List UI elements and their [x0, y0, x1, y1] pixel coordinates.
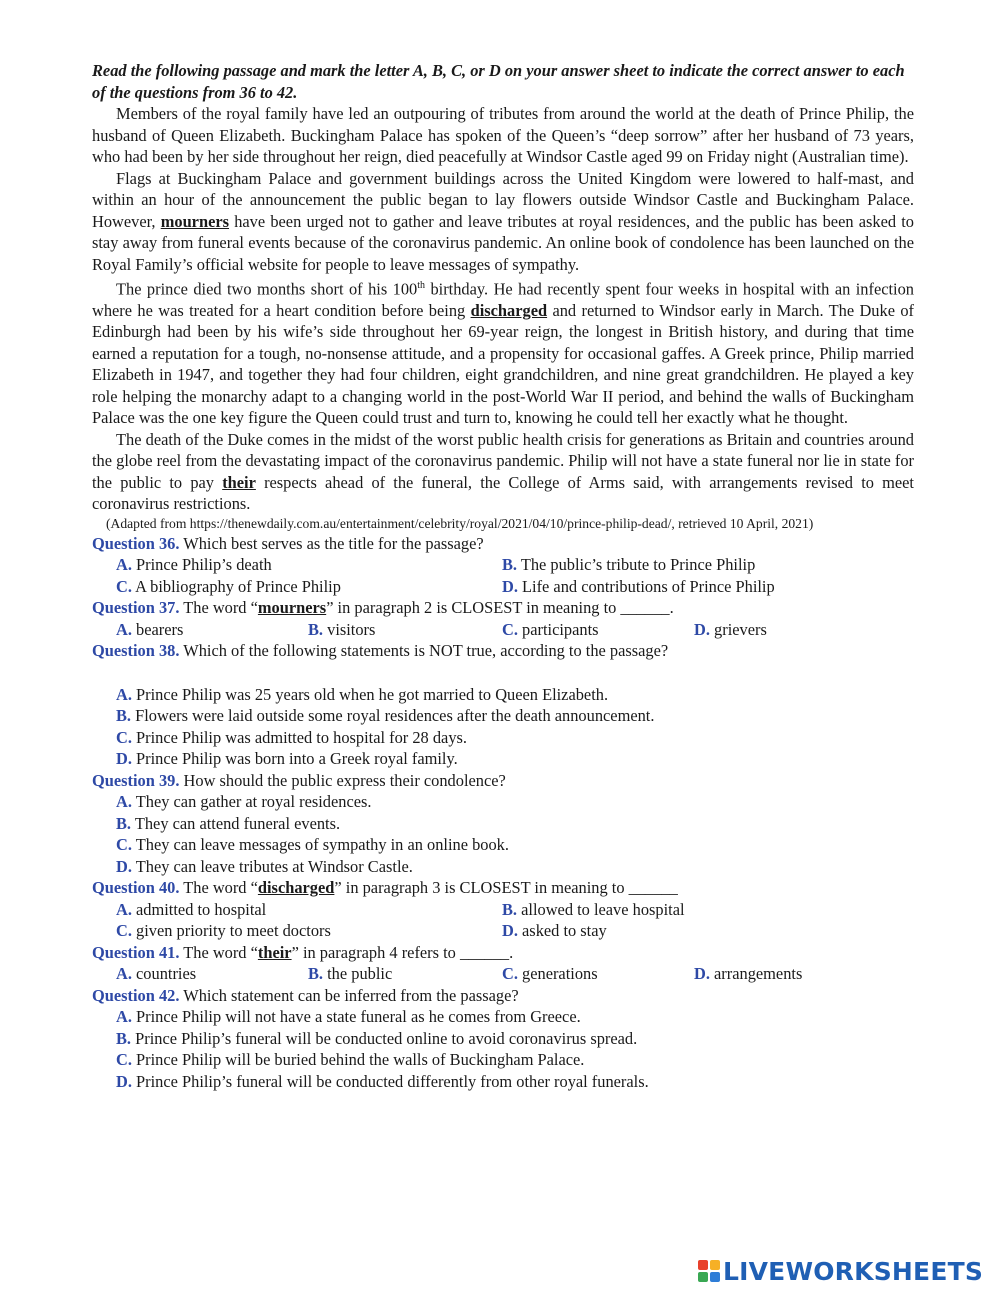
option-letter: C. [116, 921, 132, 941]
q41-option-b[interactable] [308, 963, 502, 985]
question-36-text: Which best serves as the title for the passage? [179, 533, 484, 553]
q39-option-b[interactable] [92, 813, 914, 835]
q41-option-a[interactable] [116, 963, 308, 985]
option-text: Prince Philip’s funeral will be conducted online to avoid coronavirus spread. [131, 1028, 638, 1048]
question-37-text-start: The word “ [179, 598, 258, 618]
question-41-label: Question 41. [92, 942, 180, 962]
q42-option-b[interactable] [92, 1028, 914, 1050]
option-text: They can attend funeral events. [131, 813, 341, 833]
passage-paragraph-4 [92, 429, 914, 515]
option-text: A bibliography of Prince Philip [131, 576, 341, 596]
question-40-options-row-2 [92, 920, 914, 942]
q36-option-c[interactable] [116, 576, 502, 598]
question-36 [92, 533, 914, 555]
q40-option-a[interactable] [116, 899, 502, 921]
question-36-options-row-1 [92, 554, 914, 576]
option-letter: D. [694, 619, 710, 639]
option-letter: D. [116, 749, 132, 769]
option-letter: C. [502, 619, 518, 639]
option-letter: B. [116, 1028, 132, 1048]
option-letter: B. [502, 555, 518, 575]
instruction-text: Read the following passage and mark the letter A, B, C, or D on your answer sheet to indicate the correct answer to each of the questions from 36 to 42. [92, 61, 905, 102]
question-40-target-word: discharged [257, 878, 335, 898]
blank-line [92, 662, 914, 684]
q38-option-d[interactable] [92, 748, 914, 770]
option-text: admitted to hospital [131, 899, 267, 919]
paragraph-3-text-start: The prince died two months short of his 100 [116, 279, 418, 299]
option-text: the public [323, 964, 393, 984]
liveworksheets-logo[interactable] [698, 1256, 983, 1286]
q40-option-c[interactable] [116, 920, 502, 942]
option-text: They can gather at royal residences. [131, 792, 372, 812]
question-37-options [92, 619, 914, 641]
question-41-target-word: their [257, 942, 292, 962]
option-text: Prince Philip was born into a Greek royal family. [131, 749, 458, 769]
option-text: grievers [709, 619, 767, 639]
option-text: asked to stay [517, 921, 607, 941]
option-text: participants [517, 619, 599, 639]
option-text: Prince Philip’s funeral will be conducted differently from other royal funerals. [131, 1071, 649, 1091]
q37-option-b[interactable] [308, 619, 502, 641]
q42-option-d[interactable] [92, 1071, 914, 1093]
question-40 [92, 877, 914, 899]
option-text: generations [517, 964, 598, 984]
logo-text: LIVEWORKSHEETS [723, 1256, 984, 1286]
paragraph-3-text-end: and returned to Windsor early in March. The Duke of Edinburgh had been by his wife’s side throughout her 69-year reign, the longest in British history, and during that time earned a reputation for a tough, no-nonsense attitude, and a propensity for occasional gaffes. A Greek prince, Philip married Elizabeth in 1947, and together they had four children, eight grandchildren, and nine great grandchildren. He played a key role helping the monarchy adapt to a changing world in the post-World War II period, and behind the walls of Buckingham Palace was the one key figure the Queen could trust and turn to, knowing he could tell her exactly what he thought. [92, 300, 914, 428]
option-letter: B. [116, 813, 132, 833]
question-41 [92, 942, 914, 964]
q42-option-c[interactable] [92, 1049, 914, 1071]
question-42 [92, 985, 914, 1007]
passage-paragraph-2 [92, 168, 914, 276]
question-40-label: Question 40. [92, 878, 180, 898]
option-letter: B. [308, 619, 324, 639]
q41-option-c[interactable] [502, 963, 694, 985]
logo-mark-square [710, 1260, 720, 1270]
question-37-target-word: mourners [257, 598, 327, 618]
option-letter: B. [502, 899, 518, 919]
option-text: The public’s tribute to Prince Philip [517, 555, 756, 575]
option-text: Flowers were laid outside some royal residences after the death announcement. [131, 706, 655, 726]
paragraph-4-text-start: The death of the Duke comes in the midst of the worst public health crisis for generations as Britain and countries around the globe reel from the devastating impact of the coronavirus pandemic. Philip will not have a state funeral nor lie in state for the public to pay [92, 429, 914, 492]
option-letter: C. [116, 576, 132, 596]
option-text: allowed to leave hospital [517, 899, 685, 919]
question-38 [92, 640, 914, 662]
question-37-label: Question 37. [92, 598, 180, 618]
question-37 [92, 597, 914, 619]
question-38-label: Question 38. [92, 641, 180, 661]
q40-option-d[interactable] [502, 920, 888, 942]
highlighted-word-their: their [222, 472, 256, 492]
option-text: Prince Philip was admitted to hospital for 28 days. [131, 727, 467, 747]
option-letter: A. [116, 899, 132, 919]
question-41-text-start: The word “ [179, 942, 258, 962]
q41-option-d[interactable] [694, 963, 802, 985]
option-text: Life and contributions of Prince Philip [517, 576, 775, 596]
highlighted-word-discharged: discharged [470, 300, 548, 320]
worksheet-page [92, 60, 914, 1092]
option-text: visitors [323, 619, 376, 639]
option-text: Prince Philip’s death [131, 555, 272, 575]
question-39-label: Question 39. [92, 770, 180, 790]
question-41-text-end: ” in paragraph 4 refers to ______. [291, 942, 514, 962]
option-text: countries [131, 964, 197, 984]
question-39-text: How should the public express their condolence? [179, 770, 506, 790]
option-letter: D. [694, 964, 710, 984]
question-42-text: Which statement can be inferred from the passage? [179, 985, 519, 1005]
option-text: Prince Philip will be buried behind the walls of Buckingham Palace. [131, 1050, 585, 1070]
liveworksheets-logo-icon [698, 1260, 720, 1282]
option-letter: D. [502, 576, 518, 596]
q38-option-b[interactable] [92, 705, 914, 727]
question-38-text: Which of the following statements is NOT true, according to the passage? [179, 641, 669, 661]
logo-mark-square [698, 1272, 708, 1282]
option-text: arrangements [709, 964, 803, 984]
q38-option-a[interactable] [92, 684, 914, 706]
q36-option-d[interactable] [502, 576, 888, 598]
option-letter: A. [116, 964, 132, 984]
option-letter: C. [116, 835, 132, 855]
question-36-label: Question 36. [92, 533, 180, 553]
option-text: Prince Philip will not have a state funeral as he comes from Greece. [131, 1007, 581, 1027]
ordinal-suffix: th [417, 280, 426, 291]
q37-option-a[interactable] [116, 619, 308, 641]
option-letter: D. [116, 856, 132, 876]
option-letter: A. [116, 555, 132, 575]
highlighted-word-mourners: mourners [160, 211, 230, 231]
q37-option-c[interactable] [502, 619, 694, 641]
q36-option-b[interactable] [502, 554, 888, 576]
option-text: They can leave messages of sympathy in an online book. [131, 835, 509, 855]
question-40-text-end: ” in paragraph 3 is CLOSEST in meaning to ______ [334, 878, 678, 898]
logo-mark-square [710, 1272, 720, 1282]
option-letter: A. [116, 619, 132, 639]
option-letter: B. [308, 964, 324, 984]
option-letter: A. [116, 1007, 132, 1027]
q38-option-c[interactable] [92, 727, 914, 749]
q39-option-c[interactable] [92, 834, 914, 856]
question-39 [92, 770, 914, 792]
passage-paragraph-1: Members of the royal family have led an outpouring of tributes from around the world at the death of Prince Philip, the husband of Queen Elizabeth. Buckingham Palace has spoken of the Queen’s “deep sorrow” after her husband of 73 years, who had been by her side throughout her reign, died peacefully at Windsor Castle aged 99 on Friday night (Australian time). [92, 104, 914, 166]
q39-option-a[interactable] [92, 791, 914, 813]
passage-paragraph-3 [92, 275, 914, 429]
option-letter: B. [116, 706, 132, 726]
option-letter: A. [116, 792, 132, 812]
q37-option-d[interactable] [694, 619, 767, 641]
option-letter: C. [116, 727, 132, 747]
option-text: Prince Philip was 25 years old when he got married to Queen Elizabeth. [131, 684, 609, 704]
question-37-text-end: ” in paragraph 2 is CLOSEST in meaning to ______. [326, 598, 674, 618]
option-letter: D. [116, 1071, 132, 1091]
question-40-options-row-1 [92, 899, 914, 921]
option-letter: D. [502, 921, 518, 941]
q40-option-b[interactable] [502, 899, 888, 921]
option-letter: A. [116, 684, 132, 704]
question-41-options [92, 963, 914, 985]
q36-option-a[interactable] [116, 554, 502, 576]
question-40-text-start: The word “ [179, 878, 258, 898]
paragraph-2-text-start: Flags at Buckingham Palace and government buildings across the United Kingdom were lowered to half-mast, and within an hour of the announcement the public began to lay flowers outside Windsor Castle and Buckingham Palace. However, [92, 168, 914, 231]
q39-option-d[interactable] [92, 856, 914, 878]
option-letter: C. [502, 964, 518, 984]
question-36-options-row-2 [92, 576, 914, 598]
option-text: bearers [131, 619, 184, 639]
option-letter: C. [116, 1050, 132, 1070]
option-text: given priority to meet doctors [131, 921, 331, 941]
paragraph-2-text-end: have been urged not to gather and leave tributes at royal residences, and the public has been asked to stay away from funeral events because of the coronavirus pandemic. An online book of condolence has been launched on the Royal Family’s official website for people to leave messages of sympathy. [92, 211, 914, 274]
source-citation: (Adapted from https://thenewdaily.com.au/entertainment/celebrity/royal/2021/04/10/prince-philip-dead/, retrieved 10 April, 2021) [106, 515, 814, 531]
paragraph-4-text-end: respects ahead of the funeral, the College of Arms said, with arrangements revised to meet coronavirus restrictions. [92, 472, 914, 514]
q42-option-a[interactable] [92, 1006, 914, 1028]
logo-mark-square [698, 1260, 708, 1270]
paragraph-3-text-middle: birthday. He had recently spent four weeks in hospital with an infection where he was treated for a heart condition before being [92, 279, 914, 320]
option-text: They can leave tributes at Windsor Castle. [131, 856, 413, 876]
question-42-label: Question 42. [92, 985, 180, 1005]
